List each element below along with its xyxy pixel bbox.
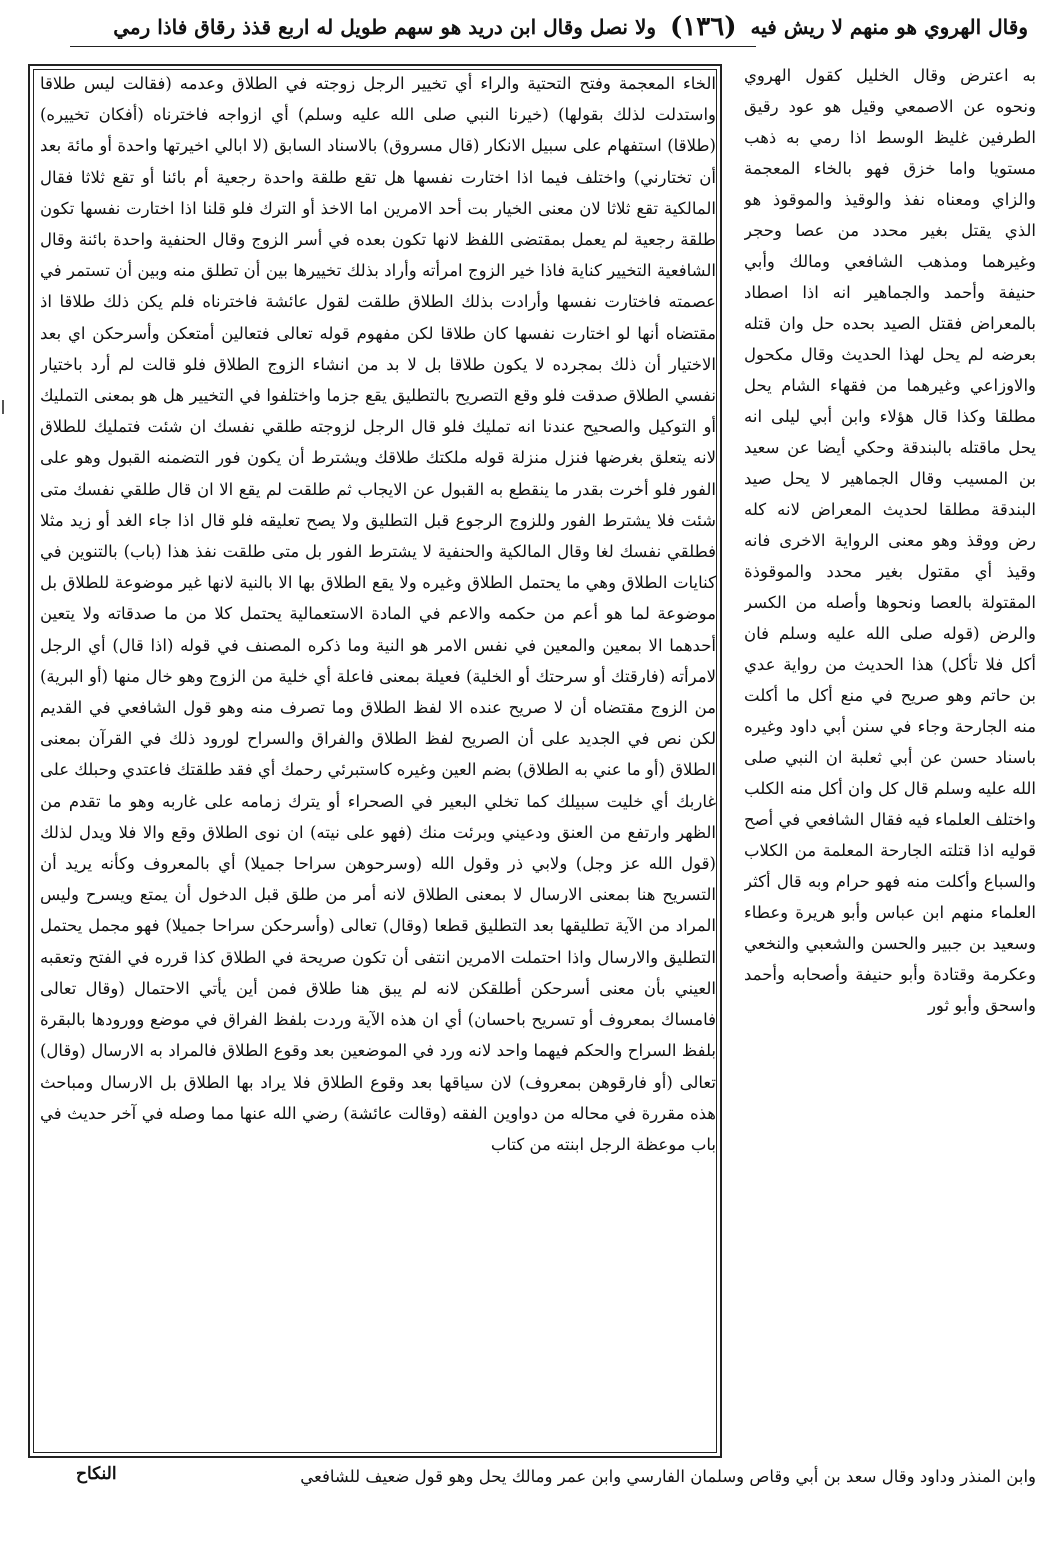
margin-commentary: به اعترض وقال الخليل كقول الهروي ونحوه عن الاصمعي وقيل هو عود رقيق الطرفين غليظ الوسط اذا رمي به ذهب مستويا واما خزق فهو بالخاء المعجمة والزاي ومعناه نفذ والوقيذ والموقوذ هو الذي يقتل بغير محدد من عصا وحجر وغيرهما ومذهب الشافعي ومالك وأبي حنيفة وأحمد والجماهير انه اذا اصطاد بالمعراض فقتل الصيد بحده حل وان قتله بعرضه لم يحل لهذا الحديث وقال مكحول والاوزاعي وغيرهما من فقهاء الشام يحل مطلقا وكذا قال هؤلاء وابن أبي ليلى انه يحل ماقتله بالبندقة وحكي أيضا عن سعيد بن المسيب وقال الجماهير لا يحل صيد البندقة مطلقا لحديث المعراض لانه كله رض ووقذ وهو معنى الرواية الاخرى فانه وقيذ أي مقتول بغير محدد والموقوذة المقتولة بالعصا ونحوها وأصله من الكسر والرض (قوله صلى الله عليه وسلم فان أكل فلا تأكل) هذا الحديث من رواية عدي بن حاتم وهو صريح في منع أكل ما أكلت منه الجارحة وجاء في سنن أبي داود وغيره باسناد حسن عن أبي ثعلبة ان النبي صلى الله عليه وسلم قال كل وان أكل منه الكلب واختلف العلماء فيه فقال الشافعي في أصح قوليه اذا قتلته الجارحة المعلمة من الكلاب والسباع وأكلت منه فهو حرام وبه قال أكثر العلماء منهم ابن عباس وأبو هريرة وعطاء وسعيد بن جبير والحسن والشعبي والنخعي وعكرمة وقتادة وأبو حنيفة وأصحابه وأحمد واسحق وأبو ثور <box>744 66 1036 1015</box>
header-main-text: ولا نصل وقال ابن دريد هو سهم طويل له اربع قذذ رقاق فاذا رمي <box>113 15 657 39</box>
header-rule <box>70 46 756 47</box>
header-margin-text: وقال الهروي هو منهم لا ريش فيه <box>750 15 1028 39</box>
scan-edge-mark <box>2 400 4 414</box>
page-number: (١٣٦) <box>670 12 737 42</box>
page-header <box>14 2 1028 52</box>
margin-continuation: وابن المنذر وداود وقال سعد بن أبي وقاص وسلمان الفارسي وابن عمر ومالك يحل وهو قول ضعيف للشافعي <box>300 1467 1036 1486</box>
main-commentary: الخاء المعجمة وفتح التحتية والراء أي تخيير الرجل زوجته في الطلاق وعدمه (فقالت ليس طلاقا واستدلت لذلك بقولها) (خيرنا النبي صلى الله عليه وسلم) أي ازواجه فاخترناه (أفكان تخييره) (طلاقا) استفهام على سبيل الانكار (قال مسروق) بالاسناد السابق (لا ابالي اخيرتها واحدة أو مائة بعد أن تختارني) واختلف فيما اذا اختارت نفسها هل تقع طلقة واحدة رجعية أم بائنا أو تقع ثلاثا فقال المالكية تقع ثلاثا لان معنى الخيار بت أحد الامرين اما الاخذ أو الترك فلو قلنا اذا اختارت نفسها تكون طلقة رجعية لم يعمل بمقتضى اللفظ لانها تكون بعده في أسر الزوج وقال الحنفية واحدة بائنة وقال الشافعية التخيير كناية فاذا خير الزوج امرأته وأراد بذلك تخييرها بين أن تطلق منه وبين أن تستمر في عصمته فاختارت نفسها وأرادت بذلك الطلاق طلقت لقول عائشة فاخترناه فلم يكن ذلك طلاقا اذ مقتضاه أنها لو اختارت نفسها كان طلاقا لكن مفهوم قوله تعالى فتعالين أمتعكن وأسرحكن اي بعد الاختيار أن ذلك بمجرده لا يكون طلاقا بل لا بد من انشاء الزوج الطلاق فلو قالت لم أرد باختيار نفسي الطلاق صدقت فلو وقع التصريح بالتطليق يقع جزما واختلفوا في التخيير هل هو بمعنى التمليك أو التوكيل والصحيح عندنا انه تمليك فلو قال الرجل لزوجته طلقي نفسك ان شئت فتمليك للطلاق لانه يتعلق بغرضها فنزل منزلة قوله ملكتك طلاقك ويشترط أن يكون فور التضمنه القبول وهو على الفور فلو أخرت بقدر ما ينقطع به القبول عن الايجاب ثم طلقت لم يقع الا ان قال طلقي نفسك متى شئت فلا يشترط الفور وللزوج الرجوع قبل التطليق ولا يصح تعليقه فلو قال اذا جاء الغد أو زيد مثلا فطلقي نفسك لغا وقال المالكية والحنفية لا يشترط الفور بل متى طلقت نفذ هذا (باب) بالتنوين في كنايات الطلاق وهي ما يحتمل الطلاق وغيره ولا يقع الطلاق بها الا بالنية لانها غير موضوعة للطلاق بل موضوعة لما هو أعم من حكمه والاعم في المادة الاستعمالية يحتمل كلا من ما صدقاته ولا يتعين أحدهما الا بمعين والمعين في نفس الامر هو النية وما ذكره المصنف في قوله (اذا قال) أي الرجل لامرأته (فارقتك أو سرحتك أو الخلية) فعيلة بمعنى فاعلة أي خلية من الزوج وهو خال منها (أو البرية) من الزوج مقتضاه أن لا صريح عنده الا لفظ الطلاق وما تصرف منه وهو قول الشافعي في القديم لكن نص في الجديد على أن الصريح لفظ الطلاق والفراق والسراح لورود ذلك في القرآن بمعنى الطلاق (أو ما عني به الطلاق) بضم العين وغيره كاستبرئي رحمك أي فقد طلقتك فاعتدي وحبلك على غاربك أي خليت سبيلك كما تخلي البعير في الصحراء أو يترك زمامه على غاربه وهو ما تقدم من الظهر وارتفع من العنق ودعيني وبرئت منك (فهو على نيته) ان نوى الطلاق وقع والا فلا ويدل لذلك (قول الله عز وجل) ولابي ذر وقول الله (وسرحوهن سراحا جميلا) أي بالمعروف وكأنه يريد أن التسريح هنا بمعنى الارسال لا بمعنى الطلاق لانه أمر من طلق قبل الدخول أن يمتع ويسرح وليس المراد من الآية تطليقها بعد التطليق قطعا (وقال) تعالى (وأسرحكن سراحا جميلا) فهو مجمل يحتمل التطليق والارسال واذا احتملت الامرين انتفى أن تكون صريحة في الطلاق كذا قرره في الفتح وتعقبه العيني بأن معنى أسرحكن أطلقكن لانه لم يبق هنا طلاق فمن أين يأتي الاحتمال (وقال تعالى فامساك بمعروف أو تسريح باحسان) أي ان هذه الآية وردت بلفظ الفراق في موضع وورودها بالبقرة بلفظ السراح والحكم فيهما واحد لانه ورد في الموضعين بعد وقوع الطلاق فالمراد به الارسال (وقال) تعالى (أو فارقوهن بمعروف) لان سياقها بعد وقوع الطلاق فلا يراد بها الطلاق بل الارسال ومباحث هذه مقررة في محاله من دواوين الفقه (وقالت عائشة) رضي الله عنها مما وصله في آخر حديث في باب موعظة الرجل ابنته من كتاب <box>40 74 716 1154</box>
catchword: النكاح <box>76 1464 117 1484</box>
